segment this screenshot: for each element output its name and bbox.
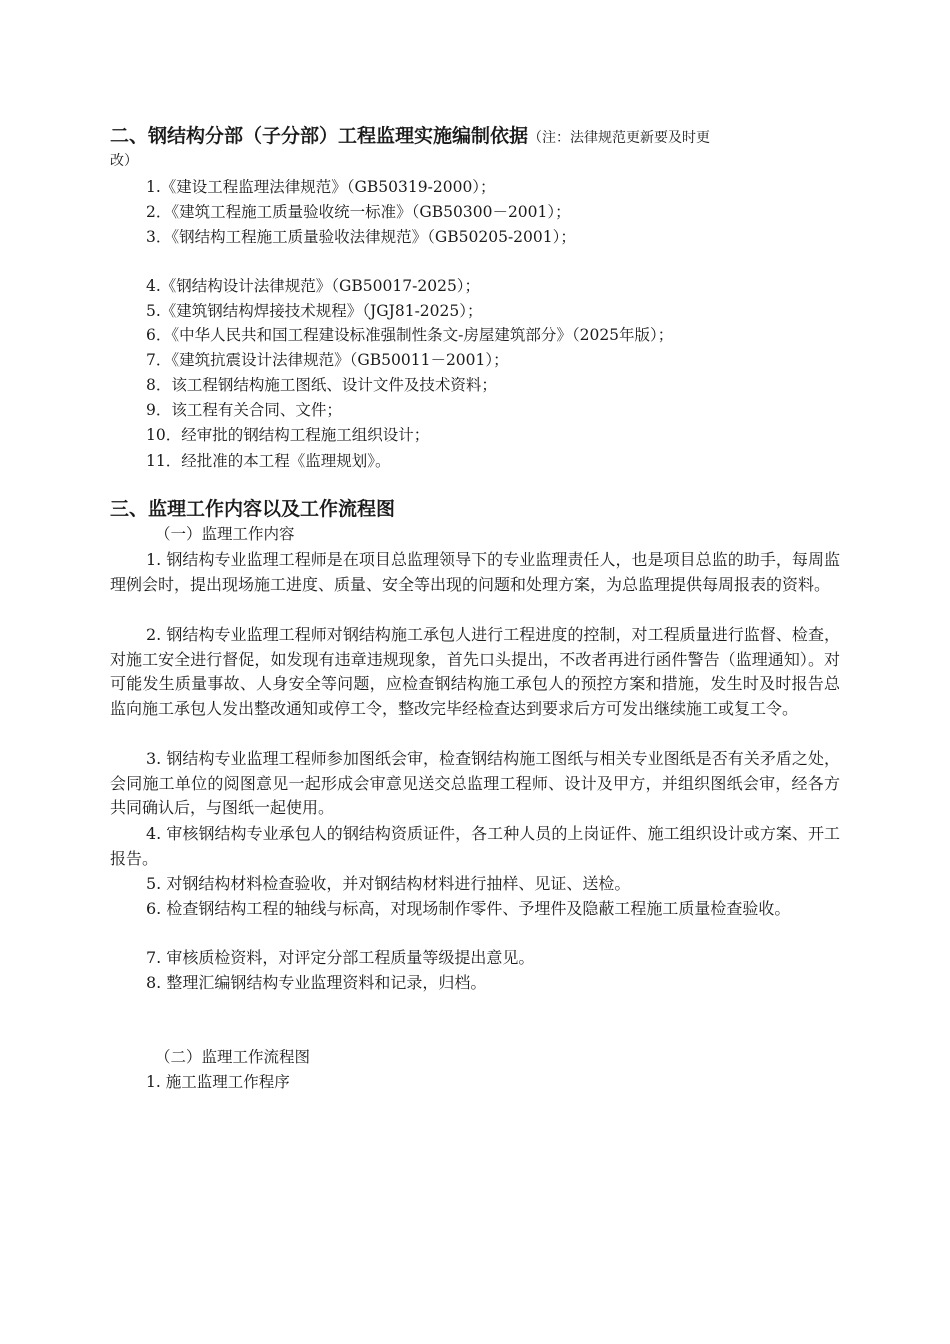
basis-item-6: 6．《中华人民共和国工程建设标准强制性条文-房屋建筑部分》（2025年版）； xyxy=(146,326,674,344)
basis-item-7: 7．《建筑抗震设计法律规范》（GB50011－2001）； xyxy=(146,351,509,369)
work-content-para-4: 4. 审核钢结构专业承包人的钢结构资质证件，各工种人员的上岗证件、施工组织设计或方案、开工报告。 xyxy=(110,824,840,868)
basis-item-5: 5.《建筑钢结构焊接技术规程》（JGJ81-2025）； xyxy=(146,302,483,320)
work-content-para-7: 7. 审核质检资料，对评定分部工程质量等级提出意见。 xyxy=(146,948,535,967)
basis-item-2: 2．《建筑工程施工质量验收统一标准》（GB50300－2001）； xyxy=(146,203,571,221)
work-content-para-5: 5. 对钢结构材料检查验收，并对钢结构材料进行抽样、见证、送检。 xyxy=(146,874,631,893)
section-2-note: （注：法律规范更新要及时更 xyxy=(528,130,711,146)
basis-item-10: 10．经审批的钢结构工程施工组织设计； xyxy=(146,426,430,444)
subsection-1-title: （一）监理工作内容 xyxy=(155,525,295,543)
work-content-para-1: 1. 钢结构专业监理工程师是在项目总监理领导下的专业监理责任人，也是项目总监的助手，每周监理例会时，提出现场施工进度、质量、安全等出现的问题和处理方案，为总监理提供每周报表的资料。 xyxy=(110,550,840,594)
basis-item-3: 3．《钢结构工程施工质量验收法律规范》（GB50205-2001）； xyxy=(146,228,576,246)
basis-item-9: 9．该工程有关合同、文件； xyxy=(146,401,342,419)
work-content-para-2: 2. 钢结构专业监理工程师对钢结构施工承包人进行工程进度的控制，对工程质量进行监督、检查，对施工安全进行督促，如发现有违章违规现象，首先口头提出，不改者再进行函件警告（监理通知）。对可能发生质量事故、人身安全等问题，应检查钢结构施工承包人的预控方案和措施，发生时及时报告总监向施工承包人发出整改通知或停工令，整改完毕经检查达到要求后方可发出继续施工或复工令。 xyxy=(110,625,840,718)
section-3-heading: 三、监理工作内容以及工作流程图 xyxy=(110,498,396,520)
basis-item-8: 8．该工程钢结构施工图纸、设计文件及技术资料； xyxy=(146,376,497,394)
subsection-2-title: （二）监理工作流程图 xyxy=(155,1048,311,1066)
work-content-para-6: 6. 检查钢结构工程的轴线与标高，对现场制作零件、予埋件及隐蔽工程施工质量检查验收。 xyxy=(146,899,791,918)
work-content-para-8: 8. 整理汇编钢结构专业监理资料和记录，归档。 xyxy=(146,973,487,992)
basis-item-11: 11．经批准的本工程《监理规划》。 xyxy=(146,452,391,470)
work-content-para-3: 3. 钢结构专业监理工程师参加图纸会审，检查钢结构施工图纸与相关专业图纸是否有关矛盾之处，会同施工单位的阅图意见一起形成会审意见送交总监理工程师、设计及甲方，并组织图纸会审，经各方共同确认后，与图纸一起使用。 xyxy=(110,749,840,818)
workflow-item-1: 1. 施工监理工作程序 xyxy=(146,1073,290,1091)
basis-item-1: 1.《建设工程监理法律规范》（GB50319-2000）； xyxy=(146,178,496,196)
section-2-heading xyxy=(110,124,850,150)
basis-item-4: 4.《钢结构设计法律规范》（GB50017-2025）； xyxy=(146,277,481,295)
section-2-title: 二、钢结构分部（子分部）工程监理实施编制依据 xyxy=(110,125,529,147)
section-2-note-continued: 改） xyxy=(110,153,138,169)
